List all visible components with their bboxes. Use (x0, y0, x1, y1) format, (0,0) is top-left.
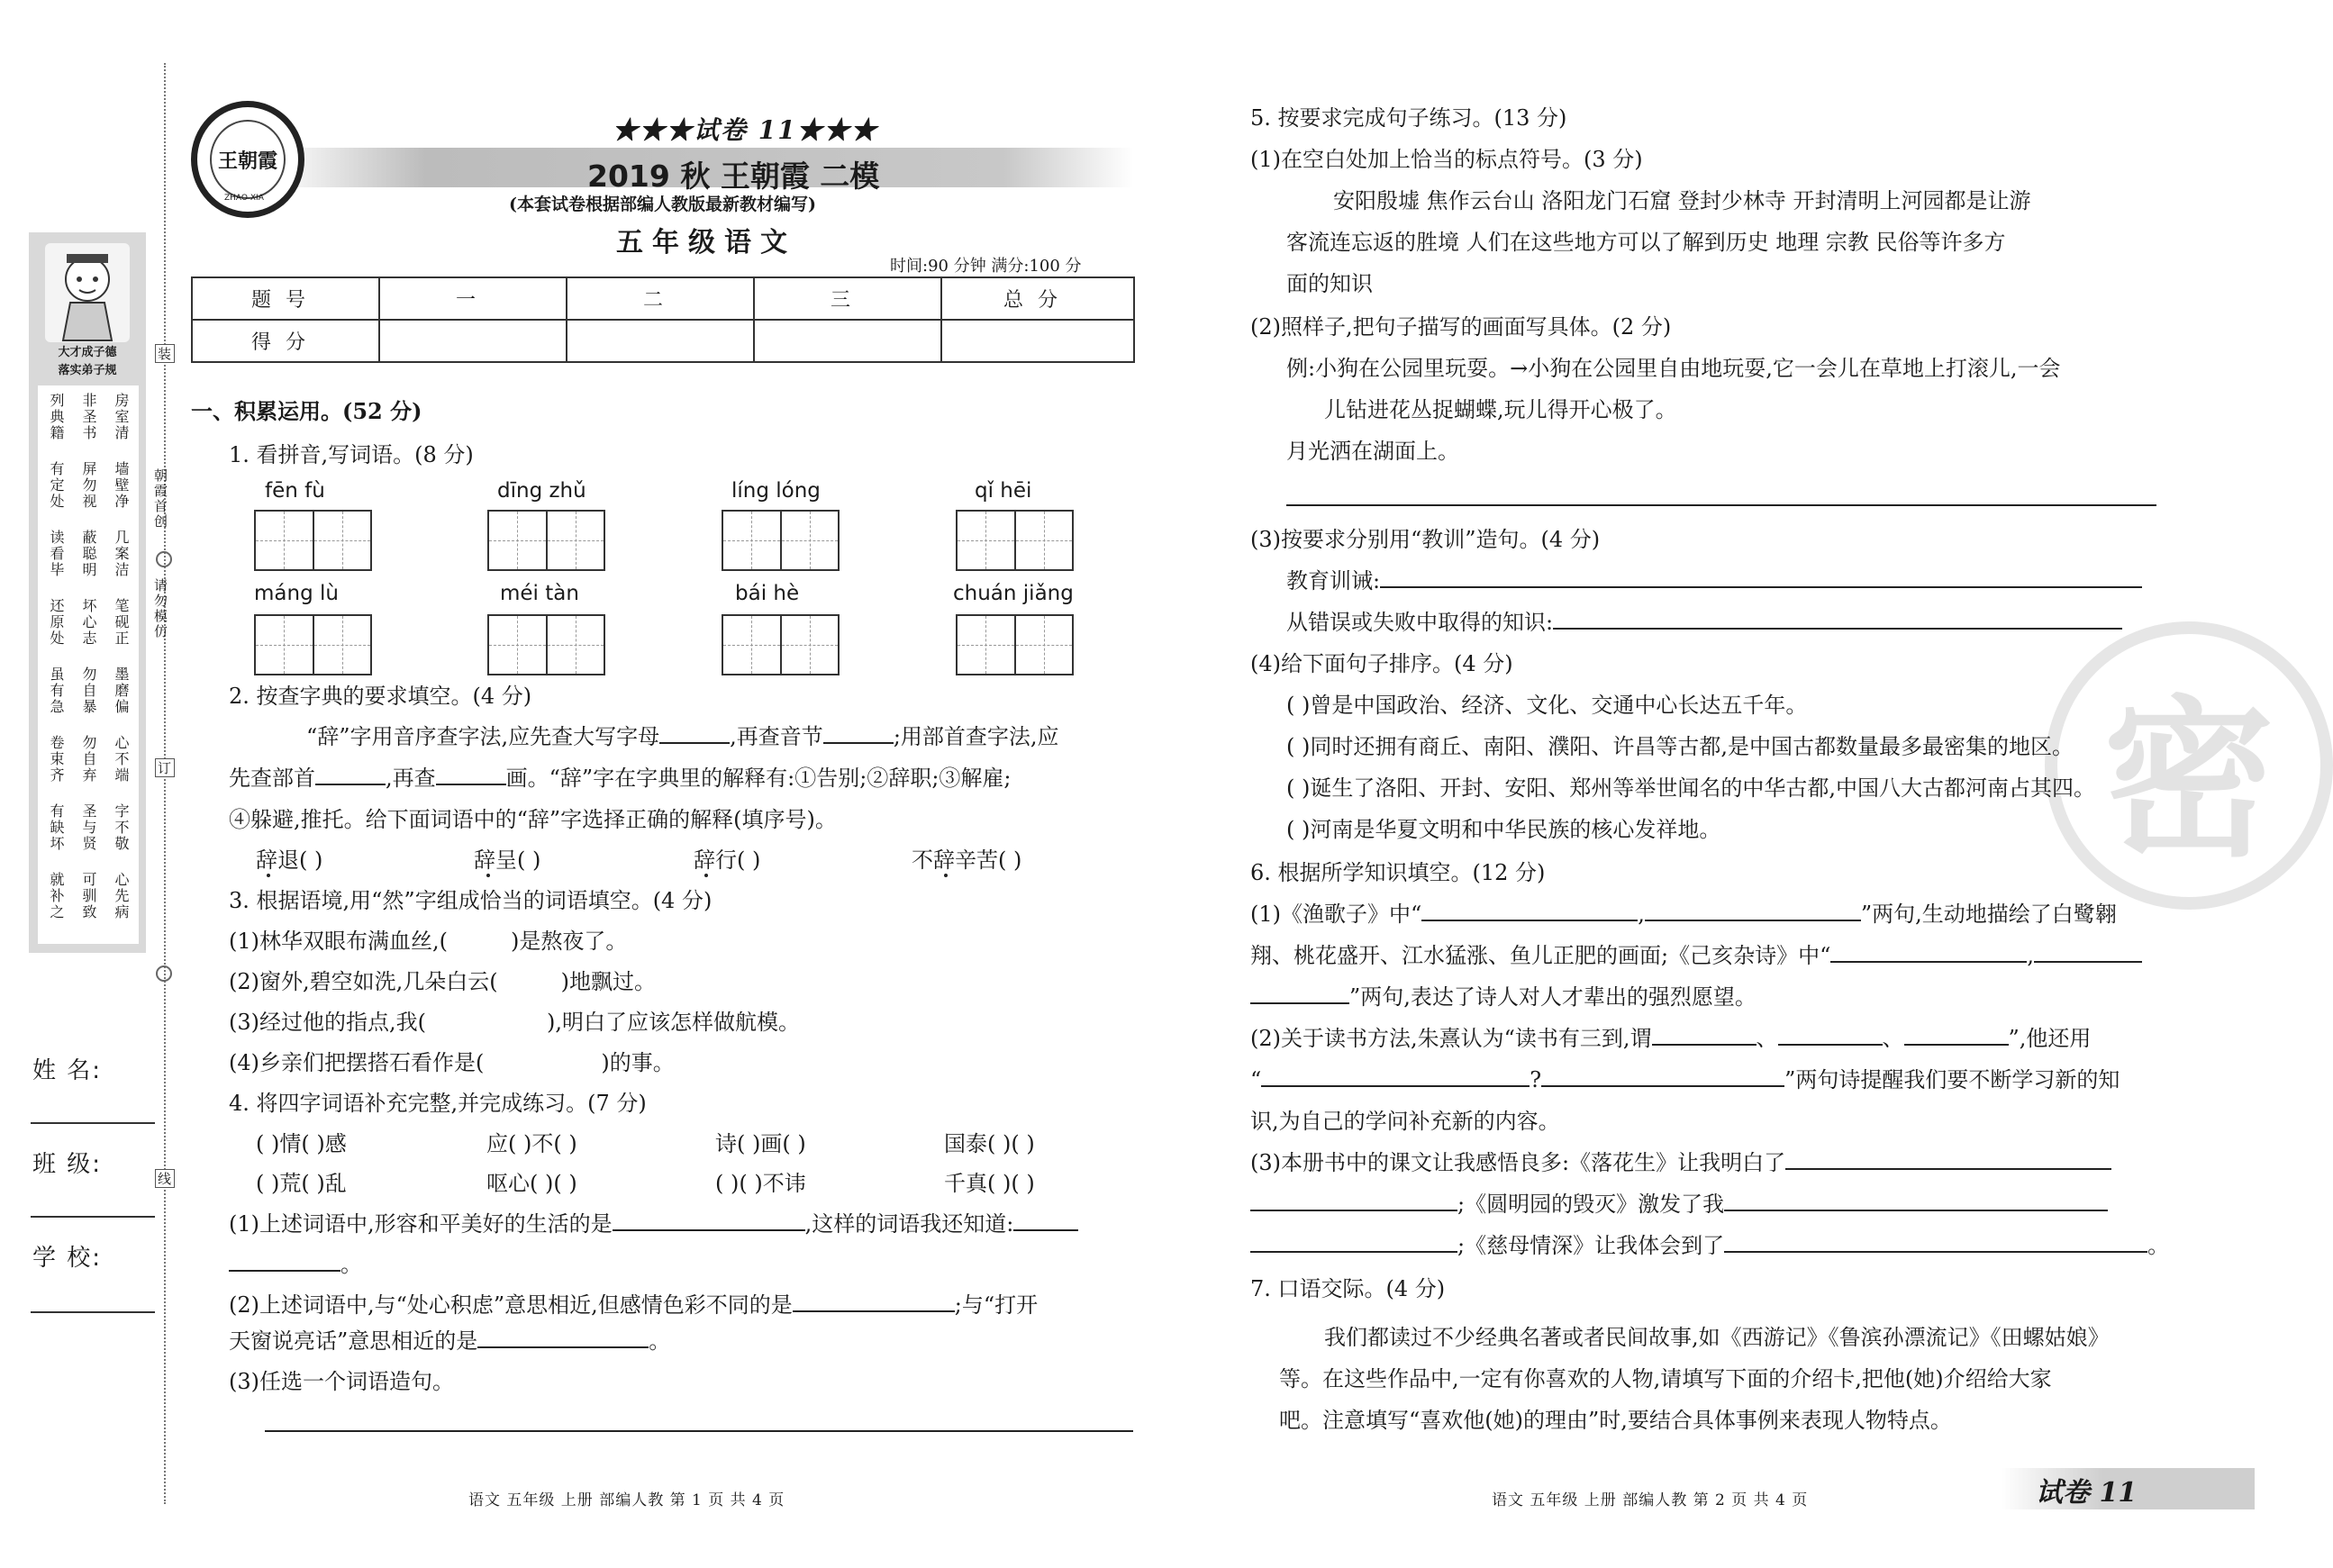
q5-3-a (1286, 560, 2142, 602)
q6-text: , (2027, 943, 2034, 968)
paper-number: ★★★试卷 11★★★ (613, 115, 878, 145)
binding-hole-icon (156, 965, 172, 982)
q6-text: ”两句诗提醒我们要不断学习新的知 (1784, 1067, 2120, 1092)
q3-text: (3)经过他的指点,我( (229, 1010, 426, 1035)
poem-phrase: 读看毕 (48, 530, 65, 578)
char-box[interactable] (956, 510, 1074, 571)
emphasis-dot (267, 874, 270, 877)
poem-phrase: 心先病 (113, 872, 130, 920)
score-row-label: 得分 (192, 320, 379, 362)
q4-sub-2b (229, 1320, 670, 1362)
score-value-row (192, 320, 1134, 362)
corner-paper-number: 试卷 11 (2036, 1477, 2138, 1509)
sidebar-panel (29, 232, 146, 953)
q4-text: 。 (340, 1252, 362, 1277)
q7-title: 7. 口语交际。(4 分) (1250, 1276, 1446, 1301)
answer-blank[interactable] (1541, 1064, 1784, 1087)
q3-text: ),明白了应该怎样做航模。 (547, 1010, 800, 1035)
time-info: 时间:90 分钟 满分:100 分 (890, 257, 1082, 276)
vertical-note-1: 朝霞首创 (152, 468, 168, 530)
answer-blank[interactable] (793, 1289, 955, 1312)
q6-text: (2)关于读书方法,朱熹认为“读书有三到,谓 (1250, 1026, 1652, 1051)
q4-word[interactable]: ( )情( )感 (256, 1131, 347, 1156)
answer-blank[interactable] (1904, 1022, 2009, 1046)
q6-text: 、 (1756, 1026, 1778, 1051)
q6-text: 。 (2147, 1233, 2170, 1258)
poem-phrase: 墨磨偏 (113, 666, 130, 715)
answer-blank[interactable] (1380, 565, 2142, 588)
q4-word[interactable]: 诗( )画( ) (715, 1131, 806, 1156)
q2-title: 2. 按查字典的要求填空。(4 分) (229, 684, 532, 709)
score-cell[interactable] (567, 320, 754, 362)
school-label: 学 校: (32, 1245, 103, 1272)
poem-phrase: 就补之 (48, 872, 65, 920)
q2-text: ,再查 (386, 766, 436, 791)
poem-column (113, 393, 129, 937)
answer-blank[interactable] (823, 721, 894, 744)
q2-text: ;用部首查字法,应 (893, 724, 1059, 749)
answer-blank[interactable] (1250, 1229, 1457, 1253)
page-footer-right: 语文 五年级 上册 部编人教 第 2 页 共 4 页 (1492, 1491, 1809, 1509)
binding-cut-line (164, 63, 166, 1504)
q4-word[interactable]: ( )荒( )乱 (256, 1171, 347, 1196)
q4-title: 4. 将四字词语补充完整,并完成练习。(7 分) (229, 1091, 647, 1116)
q6-1-line-2 (1250, 935, 2142, 976)
q6-text: ;《慈母情深》让我体会到了 (1457, 1233, 1725, 1258)
poem-phrase: 可驯致 (80, 872, 97, 920)
q6-title: 6. 根据所学知识填空。(12 分) (1250, 860, 1546, 885)
poem-column (80, 393, 96, 937)
q7-line-1: 我们都读过不少经典名著或者民间故事,如《西游记》《鲁滨孙漂流记》《田螺姑娘》 (1324, 1325, 2110, 1350)
q5-3-text: 教育训诫: (1286, 568, 1381, 594)
name-label: 姓 名: (32, 1057, 103, 1084)
exam-title: 2019 秋 王朝霞 二模 (587, 159, 880, 194)
q6-3-line-1 (1250, 1142, 2111, 1183)
char-box[interactable] (254, 614, 372, 675)
q3-item-3 (229, 1002, 800, 1043)
poem-phrase: 坏心志 (80, 598, 97, 647)
q2-text: “辞”字用音序查字法,应先查大写字母 (306, 724, 660, 749)
answer-blank[interactable] (1421, 898, 1638, 921)
q3-item-2 (229, 961, 656, 1002)
exam-subtitle: (本套试卷根据部编人教版最新教材编写) (509, 195, 816, 214)
q5-4-item-4[interactable]: ( )河南是华夏文明和中华民族的核心发祥地。 (1286, 817, 1721, 842)
cut-mark-3: 线 (155, 1169, 175, 1188)
q3-text: )是熬夜了。 (511, 929, 628, 954)
poem-phrase: 墙壁净 (113, 461, 130, 510)
q5-3-b (1286, 602, 2122, 643)
q6-2-line-3: 识,为自己的学问补充新的内容。 (1250, 1109, 1560, 1134)
score-header-cell: 二 (567, 277, 754, 320)
page-footer-left: 语文 五年级 上册 部编人教 第 1 页 共 4 页 (468, 1491, 785, 1509)
q6-text: 翔、桃花盛开、江水猛涨、鱼儿正肥的画面;《己亥杂诗》中“ (1250, 943, 1831, 968)
q6-text: ;《圆明园的毁灭》激发了我 (1457, 1192, 1725, 1217)
class-label: 班 级: (32, 1151, 103, 1178)
q4-text: ;与“打开 (954, 1292, 1039, 1318)
q5-1-line-1: 安阳殷墟 焦作云台山 洛阳龙门石窟 登封少林寺 开封清明上河园都是让游 (1333, 188, 2031, 213)
q6-1-line-3 (1250, 976, 1757, 1018)
q2-word-3[interactable]: 辞行( ) (694, 847, 761, 873)
q4-sub-1b (229, 1244, 362, 1285)
pinyin-5: máng lù (254, 582, 339, 605)
char-box[interactable] (956, 614, 1074, 675)
score-header-row (192, 277, 1134, 320)
q4-sub-1 (229, 1203, 1078, 1245)
name-field[interactable] (31, 1122, 155, 1124)
q5-2-title: (2)照样子,把句子描写的画面写具体。(2 分) (1250, 314, 1672, 340)
poem-phrase: 几案洁 (113, 530, 130, 578)
q6-text: “ (1250, 1067, 1262, 1092)
q6-text: ”两句,表达了诗人对人才辈出的强烈愿望。 (1349, 984, 1757, 1010)
char-box[interactable] (722, 510, 840, 571)
score-header-cell: 一 (379, 277, 567, 320)
poem-phrase: 有缺坏 (48, 803, 65, 852)
sentence-answer-line[interactable] (265, 1430, 1133, 1432)
q3-text: (4)乡亲们把摆搭石看作是( (229, 1050, 485, 1075)
answer-blank[interactable] (1785, 1147, 2111, 1170)
q5-1-title: (1)在空白处加上恰当的标点符号。(3 分) (1250, 147, 1643, 172)
q3-item-4 (229, 1042, 675, 1083)
poem-phrase: 房室清 (113, 393, 130, 441)
poem-phrase: 非圣书 (80, 393, 97, 441)
poem-phrase: 卷束齐 (48, 735, 65, 784)
slogan-line-2: 落实弟子规 (58, 364, 117, 377)
class-field[interactable] (31, 1216, 155, 1218)
score-header-cell: 题号 (192, 277, 379, 320)
poem-phrase: 还原处 (48, 598, 65, 647)
q2-text: 画。“辞”字在字典里的解释有:①告别;②辞职;③解雇; (505, 766, 1012, 791)
answer-blank[interactable] (436, 762, 506, 785)
q1-title: 1. 看拼音,写词语。(8 分) (229, 442, 474, 467)
q6-2-line-1 (1250, 1018, 2091, 1059)
poem-phrase: 心不端 (113, 735, 130, 784)
q4-text: (2)上述词语中,与“处心积虑”意思相近,但感情色彩不同的是 (229, 1292, 793, 1318)
q6-text: 、 (1882, 1026, 1904, 1051)
q4-sub-3: (3)任选一个词语造句。 (229, 1369, 454, 1394)
dizigui-poem (38, 385, 139, 944)
q5-title: 5. 按要求完成句子练习。(13 分) (1250, 105, 1567, 131)
q4-text: 。 (649, 1328, 671, 1354)
pinyin-2: dīng zhǔ (497, 479, 586, 503)
q7-line-2: 等。在这些作品中,一定有你喜欢的人物,请填写下面的介绍卡,把他(她)介绍给大家 (1279, 1366, 2052, 1391)
q3-text: (2)窗外,碧空如洗,几朵白云( (229, 969, 498, 994)
answer-blank[interactable] (1724, 1229, 2147, 1253)
char-box[interactable] (487, 614, 605, 675)
q5-4-item-3[interactable]: ( )诞生了洛阳、开封、安阳、郑州等举世闻名的中华古都,中国八大古都河南占其四。 (1286, 775, 2095, 801)
q2-word-2[interactable]: 辞呈( ) (474, 847, 541, 873)
q4-word[interactable]: 呕心( )( ) (486, 1171, 577, 1196)
q5-3-title: (3)按要求分别用“教训”造句。(4 分) (1250, 527, 1601, 552)
q4-word[interactable]: 应( )不( ) (486, 1131, 577, 1156)
pinyin-4: qǐ hēi (975, 479, 1032, 503)
logo-ring-text: ZHAO XIA (224, 194, 264, 203)
answer-blank[interactable] (2034, 939, 2142, 963)
q6-3-line-2 (1250, 1183, 2108, 1225)
poem-phrase: 笔砚正 (113, 598, 130, 647)
char-box[interactable] (254, 510, 372, 571)
q6-text: ”,他还用 (2008, 1026, 2092, 1051)
q6-1-line-1 (1250, 893, 2117, 935)
answer-blank[interactable] (315, 762, 386, 785)
mascot-image (45, 243, 130, 342)
char-box[interactable] (487, 510, 605, 571)
answer-blank[interactable] (1250, 1188, 1457, 1211)
q3-text: )的事。 (601, 1050, 675, 1075)
q3-text: (1)林华双眼布满血丝,( (229, 929, 448, 954)
pinyin-6: méi tàn (500, 582, 579, 605)
answer-blank[interactable] (1250, 981, 1349, 1004)
emphasis-dot (704, 874, 708, 877)
q6-2-line-2 (1250, 1059, 2120, 1101)
vertical-note-2: 请勿模仿 (152, 578, 168, 639)
logo-text: 王朝霞 (210, 120, 286, 199)
section1-heading: 一、积累运用。(52 分) (191, 398, 422, 424)
q6-text: ”两句,生动地描绘了白鹭翱 (1860, 902, 2117, 927)
q4-text: (1)上述词语中,形容和平美好的生活的是 (229, 1211, 613, 1237)
q5-3-text: 从错误或失败中取得的知识: (1286, 610, 1554, 635)
sidebar-slogan (34, 344, 141, 380)
answer-blank[interactable] (1261, 1064, 1530, 1087)
score-cell[interactable] (754, 320, 941, 362)
q6-text: ? (1530, 1067, 1542, 1092)
poem-phrase: 勿自弃 (80, 735, 97, 784)
q5-1-line-3: 面的知识 (1286, 271, 1373, 296)
q2-line-2 (229, 757, 1012, 799)
q3-title: 3. 根据语境,用“然”字组成恰当的词语填空。(4 分) (229, 888, 713, 913)
q2-line-3: ④躲避,推托。给下面词语中的“辞”字选择正确的解释(填序号)。 (229, 807, 837, 832)
q4-word[interactable]: 国泰( )( ) (944, 1131, 1035, 1156)
pinyin-1: fēn fù (265, 479, 325, 503)
emphasis-dot (486, 874, 490, 877)
poem-phrase: 屏勿视 (80, 461, 97, 510)
answer-blank[interactable] (659, 721, 730, 744)
q4-text: ,这样的词语我还知道: (804, 1211, 1014, 1237)
poem-phrase: 列典籍 (48, 393, 65, 441)
slogan-line-1: 大才成子德 (58, 346, 117, 359)
answer-blank[interactable] (1652, 1022, 1757, 1046)
brand-logo-icon (191, 101, 304, 218)
answer-blank[interactable] (1724, 1188, 2108, 1211)
binding-hole-icon (156, 551, 172, 567)
q2-word-1[interactable]: 辞退( ) (256, 847, 323, 873)
subject-title: 五年级语文 (616, 227, 796, 258)
poem-column (48, 393, 64, 937)
answer-blank[interactable] (1013, 1208, 1078, 1231)
q5-2-answer-line[interactable] (1286, 504, 2156, 506)
poem-phrase: 有定处 (48, 461, 65, 510)
q5-2-line-1: 例:小狗在公园里玩耍。→小狗在公园里自由地玩耍,它一会儿在草地上打滚儿,一会 (1286, 356, 2061, 381)
answer-blank[interactable] (613, 1208, 805, 1231)
score-header-cell: 三 (754, 277, 941, 320)
poem-phrase: 勿自暴 (80, 666, 97, 715)
answer-blank[interactable] (229, 1248, 340, 1272)
poem-phrase: 虽有急 (48, 666, 65, 715)
q2-word-4[interactable]: 不辞辛苦( ) (912, 847, 1022, 873)
answer-blank[interactable] (1778, 1022, 1883, 1046)
q6-text: , (1638, 902, 1645, 927)
q4-word[interactable]: ( )( )不讳 (715, 1171, 806, 1196)
q6-text: (3)本册书中的课文让我感悟良多:《落花生》让我明白了 (1250, 1150, 1786, 1175)
q3-item-1 (229, 920, 627, 962)
q2-text: 先查部首 (229, 766, 315, 791)
q5-2-line-2: 儿钻进花丛捉蝴蝶,玩儿得开心极了。 (1324, 397, 1677, 422)
q4-word[interactable]: 千真( )( ) (944, 1171, 1035, 1196)
q3-text: )地飘过。 (560, 969, 656, 994)
cut-mark-2: 订 (155, 758, 175, 777)
q5-2-line-3: 月光洒在湖面上。 (1286, 439, 1459, 464)
confidential-stamp-icon: 密 (2045, 621, 2333, 910)
q5-4-item-2[interactable]: ( )同时还拥有商丘、南阳、濮阳、许昌等古都,是中国古都数量最多最密集的地区。 (1286, 734, 2074, 759)
q6-3-line-3 (1250, 1225, 2169, 1266)
score-cell[interactable] (379, 320, 567, 362)
q5-4-title: (4)给下面句子排序。(4 分) (1250, 651, 1513, 676)
q5-1-line-2: 客流连忘返的胜境 人们在这些地方可以了解到历史 地理 宗教 民俗等许多方 (1286, 230, 2006, 255)
pinyin-8: chuán jiǎng (953, 582, 1074, 605)
score-table (191, 276, 1135, 363)
poem-phrase: 圣与贤 (80, 803, 97, 852)
poem-phrase: 蔽聪明 (80, 530, 97, 578)
answer-blank[interactable] (477, 1325, 649, 1348)
pinyin-7: bái hè (735, 582, 800, 605)
answer-blank[interactable] (1645, 898, 1861, 921)
q2-text: ,再查音节 (730, 724, 823, 749)
poem-phrase: 字不敬 (113, 803, 130, 852)
score-cell[interactable] (941, 320, 1134, 362)
answer-blank[interactable] (1553, 606, 2122, 630)
q2-line-1 (306, 716, 1059, 757)
q6-text: (1)《渔歌子》中“ (1250, 902, 1422, 927)
q5-4-item-1[interactable]: ( )曾是中国政治、经济、文化、交通中心长达五千年。 (1286, 693, 1808, 718)
char-box[interactable] (722, 614, 840, 675)
pinyin-3: líng lóng (731, 479, 821, 503)
q4-text: 天窗说亮话”意思相近的是 (229, 1328, 478, 1354)
school-field[interactable] (31, 1311, 155, 1313)
score-header-cell: 总分 (941, 277, 1134, 320)
answer-blank[interactable] (1830, 939, 2027, 963)
q7-line-3: 吧。注意填写“喜欢他(她)的理由”时,要结合具体事例来表现人物特点。 (1279, 1408, 1952, 1433)
cut-mark-1: 装 (155, 344, 175, 363)
emphasis-dot (944, 874, 948, 877)
